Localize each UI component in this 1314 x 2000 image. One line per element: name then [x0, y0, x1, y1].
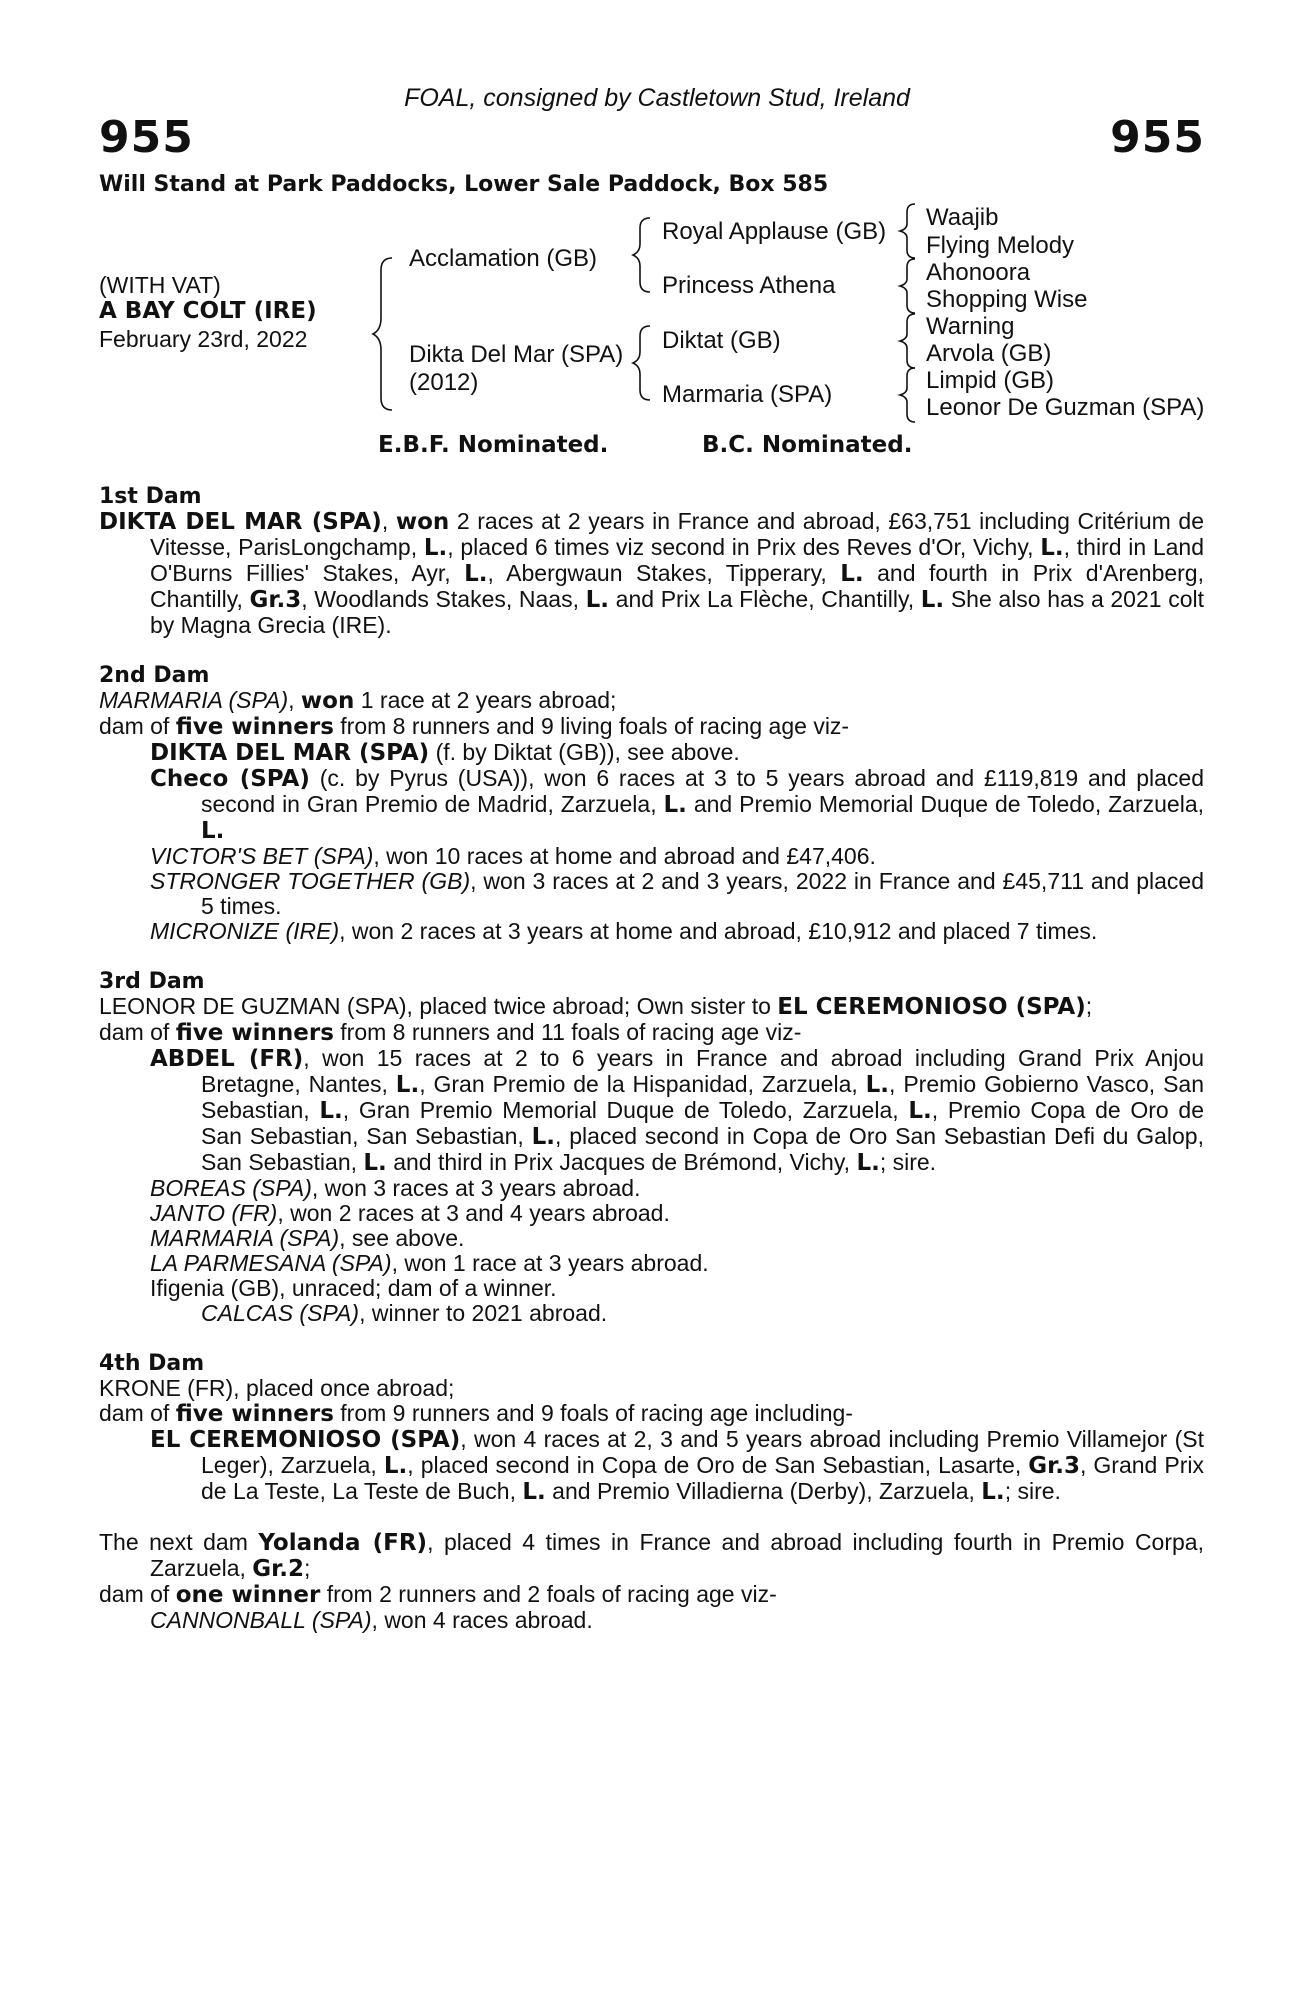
text-segment: , placed second in Copa de Oro San Sebastian Defi du Galop, San Sebastian,	[201, 1123, 1204, 1175]
first-dam-heading: 1st Dam	[99, 484, 202, 509]
winners-count: five winners	[175, 714, 334, 740]
text-segment: , Premio Gobierno Vasco, San Sebastian,	[201, 1071, 1204, 1123]
produce-entry	[99, 1201, 1204, 1226]
text-segment: dam of	[99, 1581, 176, 1607]
produce-name: DIKTA DEL MAR (SPA)	[150, 740, 430, 766]
second-dam-line: MARMARIA (SPA), won 1 race at 2 years abroad;	[99, 687, 617, 714]
listed-mark: L.	[395, 1072, 420, 1098]
next-dam-name: Yolanda (FR)	[258, 1530, 428, 1556]
text-segment: , won 4 races at 2, 3 and 5 years abroad including Premio Villamejor (St Leger), Zarzuela,	[201, 1426, 1204, 1478]
text-segment: , third in Land O'Burns Fillies' Stakes, Ayr,	[150, 534, 1205, 586]
pedigree-brackets	[0, 0, 1314, 440]
produce-entry	[99, 1251, 1204, 1276]
group-mark: Gr.3	[249, 587, 302, 613]
listed-mark: L.	[383, 1453, 408, 1479]
text-segment: , Abergwaun Stakes, Tipperary,	[487, 560, 841, 586]
lot-number-right: 955	[1110, 112, 1205, 163]
produce-name: BOREAS (SPA)	[150, 1175, 312, 1201]
produce-entry	[99, 1226, 1204, 1251]
text-segment: from 2 runners and 2 foals of racing age viz-	[320, 1581, 777, 1607]
listed-mark: L.	[522, 1479, 546, 1505]
ebf-nomination: E.B.F. Nominated.	[378, 432, 609, 458]
second-dam-heading: 2nd Dam	[99, 663, 210, 688]
third-dam-heading: 3rd Dam	[99, 969, 205, 994]
text-segment: , see above.	[339, 1225, 465, 1251]
text-segment: , placed 6 times viz second in Prix des Reves d'Or, Vichy,	[447, 534, 1041, 560]
produce-entry	[99, 766, 1204, 844]
text-segment: ;	[1085, 993, 1093, 1019]
winners-count: five winners	[175, 1401, 334, 1427]
listed-mark: L.	[464, 561, 488, 587]
produce-entry	[99, 844, 1204, 869]
listed-mark: L.	[201, 818, 225, 844]
produce-entry	[99, 1046, 1204, 1176]
lot-number-left: 955	[99, 112, 194, 163]
bc-nomination: B.C. Nominated.	[702, 432, 913, 458]
sibling-name: EL CEREMONIOSO (SPA)	[777, 994, 1086, 1020]
next-dam-produce-line	[99, 1582, 1204, 1608]
sire-name: Acclamation (GB)	[409, 245, 598, 272]
produce-name: CALCAS (SPA)	[201, 1300, 360, 1326]
text-segment: , won 1 race at 3 years abroad.	[391, 1250, 709, 1276]
text-segment: , Gran Premio de la Hispanidad, Zarzuela,	[419, 1071, 866, 1097]
text-segment: , winner to 2021 abroad.	[359, 1300, 608, 1326]
dam-foaling-year: (2012)	[409, 369, 479, 396]
next-dam-paragraph	[99, 1530, 1204, 1582]
ss-dam: Flying Melody	[926, 232, 1075, 259]
group-mark: Gr.3	[1028, 1453, 1080, 1479]
text-segment: and Prix La Flèche, Chantilly,	[609, 586, 921, 612]
produce-entry	[99, 1608, 1204, 1633]
listed-mark: L.	[423, 535, 448, 561]
text-segment: ; sire.	[1004, 1478, 1061, 1504]
group-mark: Gr.2	[252, 1556, 304, 1582]
text-segment: dam of	[99, 1400, 176, 1426]
text-segment: , won 10 races at home and abroad and £47,406.	[373, 843, 876, 869]
second-dam-produce-line	[99, 714, 1204, 740]
produce-name: MARMARIA (SPA)	[150, 1225, 340, 1251]
produce-name: LA PARMESANA (SPA)	[150, 1250, 392, 1276]
third-dam-produce-line	[99, 1020, 1204, 1046]
text-segment: 1 race at 2 years abroad;	[354, 687, 617, 713]
listed-mark: L.	[585, 587, 610, 613]
produce-entry: Ifigenia (GB), unraced; dam of a winner.	[150, 1275, 557, 1301]
text-segment: , won 2 races at 3 and 4 years abroad.	[277, 1200, 670, 1226]
dam-name: MARMARIA (SPA)	[99, 687, 289, 713]
sire-sire: Royal Applause (GB)	[662, 218, 887, 245]
text-segment: and Premio Memorial Duque de Toledo, Zarzuela,	[686, 791, 1205, 817]
dam-name: Dikta Del Mar (SPA)	[409, 341, 624, 368]
text-segment: , Gran Premio Memorial Duque de Toledo, Zarzuela,	[342, 1097, 909, 1123]
text-segment: and third in Prix Jacques de Brémond, Vichy,	[386, 1149, 857, 1175]
stand-location: Will Stand at Park Paddocks, Lower Sale Paddock, Box 585	[99, 172, 829, 197]
winners-count: five winners	[175, 1020, 334, 1046]
dam-name-bold: DIKTA DEL MAR (SPA)	[99, 509, 382, 535]
foaling-date: February 23rd, 2022	[99, 326, 308, 352]
text-segment: , won 3 races at 2 and 3 years, 2022 in France and £45,711 and placed 5 times.	[201, 868, 1204, 919]
produce-entry	[99, 740, 1204, 766]
first-dam-paragraph: DIKTA DEL MAR (SPA), won 2 races at 2 years in France and abroad, £63,751 including Critérium de Vitesse, ParisLongchamp, L., placed 6 times viz second in Prix des Reves d'Or, Vichy, L., third in Land O'Burns Fillies' Stakes, Ayr, L., Abergwaun Stakes, Tipperary, L. and fourth in Prix d'Arenberg, Chantilly, Gr.3, Woodlands Stakes, Naas, L. and Prix La Flèche, Chantilly, L. She also has a 2021 colt by Magna Grecia (IRE).	[99, 508, 1205, 638]
won-bold: won	[300, 688, 355, 714]
text-segment: , Premio Copa de Oro de San Sebastian, San Sebastian,	[201, 1097, 1204, 1149]
text-segment: , won 4 races abroad.	[371, 1607, 593, 1633]
dam-dam: Marmaria (SPA)	[662, 381, 833, 408]
ds-dam: Arvola (GB)	[926, 340, 1052, 367]
listed-mark: L.	[981, 1479, 1005, 1505]
text-segment: , won 15 races at 2 to 6 years in France and abroad including Grand Prix Anjou Bretagne, Nantes,	[201, 1045, 1204, 1097]
text-segment: (f. by Diktat (GB)), see above.	[429, 739, 740, 765]
text-segment: The next dam	[99, 1529, 259, 1555]
text-segment: dam of	[99, 713, 176, 739]
listed-mark: L.	[531, 1124, 556, 1150]
text-segment: ;	[303, 1555, 311, 1581]
fourth-dam-heading: 4th Dam	[99, 1351, 205, 1376]
text-segment: , Woodlands Stakes, Naas,	[301, 586, 586, 612]
produce-name: Checo (SPA)	[150, 766, 310, 792]
text-segment: ; sire.	[879, 1149, 937, 1175]
text-segment: and Premio Villadierna (Derby), Zarzuela,	[545, 1478, 982, 1504]
grand-produce-entry	[99, 1301, 1204, 1326]
produce-name: JANTO (FR)	[150, 1200, 278, 1226]
text-segment: , placed 4 times in France and abroad including fourth in Premio Corpa, Zarzuela,	[150, 1529, 1204, 1581]
ds-sire: Warning	[926, 313, 1015, 340]
fourth-dam-line: KRONE (FR), placed once abroad;	[99, 1375, 455, 1401]
fourth-dam-produce-line	[99, 1401, 1204, 1427]
horse-name: A BAY COLT (IRE)	[99, 298, 317, 324]
text-segment: , Grand Prix de La Teste, La Teste de Buch,	[201, 1452, 1204, 1504]
vat-note: (WITH VAT)	[99, 272, 221, 298]
text-segment: , won 2 races at 3 years at home and abroad, £10,912 and placed 7 times.	[339, 918, 1098, 944]
text-segment: 2 races at 2 years in France and abroad, £63,751 including Critérium de Vitesse, ParisLongchamp,	[150, 508, 1204, 560]
catalogue-body	[99, 484, 1204, 1633]
listed-mark: L.	[1040, 535, 1064, 561]
text-segment: , placed second in Copa de Oro de San Sebastian, Lasarte,	[407, 1452, 1029, 1478]
produce-name: EL CEREMONIOSO (SPA)	[150, 1427, 461, 1453]
text-segment: LEONOR DE GUZMAN (SPA), placed twice abroad; Own sister to	[99, 993, 778, 1019]
text-segment: dam of	[99, 1019, 176, 1045]
listed-mark: L.	[840, 561, 864, 587]
sd-dam: Shopping Wise	[926, 286, 1088, 313]
text-segment: and fourth in Prix d'Arenberg, Chantilly,	[150, 560, 1204, 612]
listed-mark: L.	[856, 1150, 880, 1176]
listed-mark: L.	[908, 1098, 932, 1124]
ss-sire: Waajib	[926, 204, 999, 231]
listed-mark: L.	[363, 1150, 387, 1176]
produce-entry	[99, 869, 1204, 919]
sd-sire: Ahonoora	[926, 259, 1031, 286]
sire-dam: Princess Athena	[662, 272, 836, 299]
text-segment: from 8 runners and 9 living foals of racing age viz-	[333, 713, 850, 739]
winners-count: one winner	[175, 1582, 321, 1608]
produce-name: MICRONIZE (IRE)	[150, 918, 340, 944]
listed-mark: L.	[865, 1072, 890, 1098]
dam-sire: Diktat (GB)	[662, 327, 781, 354]
dd-dam: Leonor De Guzman (SPA)	[926, 394, 1205, 421]
dd-sire: Limpid (GB)	[926, 367, 1055, 394]
text-segment: She also has a 2021 colt by Magna Grecia (IRE).	[150, 586, 1204, 638]
text-segment: (c. by Pyrus (USA)), won 6 races at 3 to 5 years abroad and £119,819 and placed second in Gran Premio de Madrid, Zarzuela,	[201, 765, 1204, 817]
listed-mark: L.	[920, 587, 945, 613]
listed-mark: L.	[319, 1098, 343, 1124]
produce-entry	[99, 919, 1204, 944]
third-dam-line	[99, 994, 1204, 1020]
produce-name: VICTOR'S BET (SPA)	[150, 843, 374, 869]
produce-entry	[99, 1427, 1204, 1505]
text-segment: from 9 runners and 9 foals of racing age including-	[333, 1400, 853, 1426]
listed-mark: L.	[663, 792, 687, 818]
produce-name: STRONGER TOGETHER (GB)	[150, 868, 471, 894]
text-segment: from 8 runners and 11 foals of racing age viz-	[333, 1019, 802, 1045]
produce-name: CANNONBALL (SPA)	[150, 1607, 372, 1633]
won-bold: won	[395, 509, 450, 535]
consignment-line: FOAL, consigned by Castletown Stud, Ireland	[404, 84, 910, 112]
produce-entry	[99, 1176, 1204, 1201]
produce-name: ABDEL (FR)	[150, 1046, 304, 1072]
text-segment: , won 3 races at 3 years abroad.	[311, 1175, 641, 1201]
